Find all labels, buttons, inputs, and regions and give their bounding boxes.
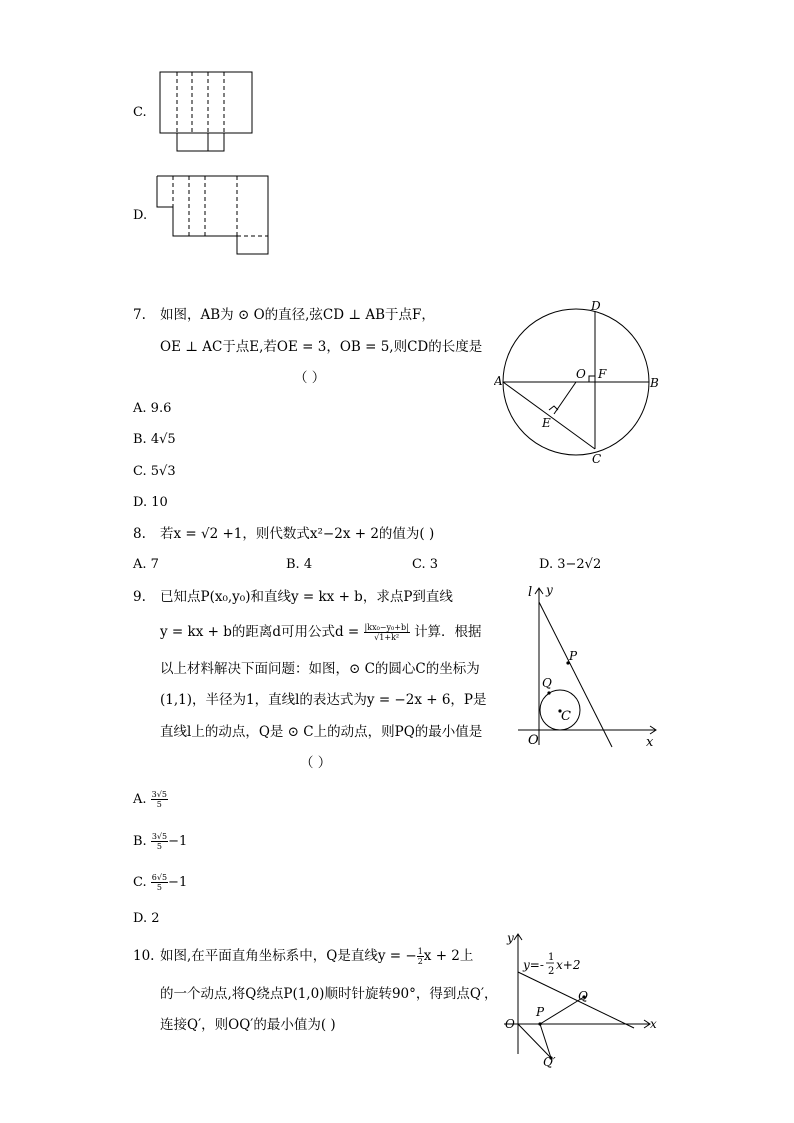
q10-label-x: x: [650, 1017, 657, 1031]
q9-answer-paren: （ ）: [300, 755, 332, 771]
q7-line1: 如图，AB为 ⊙ O的直径,弦CD ⊥ AB于点F，: [160, 307, 435, 323]
q9-line2: y = kx + b的距离d可用公式d = $\frac{\text{|kx₀−y₀+b|}}{\text{√1+k²}}$ 计算．根据: [160, 623, 482, 642]
q7-option-a[interactable]: A. 9.6: [133, 401, 172, 416]
q10-eq-den: 2: [548, 966, 555, 977]
q10-line2: 的一个动点,将Q绕点P(1,0)顺时针旋转90°，得到点Q′，: [160, 986, 498, 1002]
q9-label-p: P: [569, 649, 578, 663]
q10-label-q-prime: Q′: [543, 1055, 556, 1068]
q7-circle-figure: [494, 298, 664, 468]
q10-number: 10.: [133, 948, 155, 964]
q9-option-d[interactable]: D. 2: [133, 911, 160, 926]
q10-label-q: Q: [578, 989, 588, 1003]
q9-number: 9.: [133, 589, 146, 605]
q10-eq-num: 1: [548, 952, 555, 963]
q7-label-d: D: [591, 299, 601, 313]
q7-label-b: B: [650, 376, 659, 390]
q9-line5: 直线l上的动点，Q是 ⊙ C上的动点，则PQ的最小值是: [160, 724, 483, 740]
q7-label-e: E: [542, 416, 551, 430]
q9-label-x: x: [646, 735, 654, 750]
option-c-label: C.: [133, 105, 147, 120]
option-c-net-figure: [155, 70, 257, 154]
q9-label-l: l: [528, 585, 533, 600]
q9-label-c: C: [561, 709, 571, 724]
q7-number: 7.: [133, 307, 146, 323]
q7-option-b[interactable]: B. 4√5: [133, 432, 176, 447]
q10-eq-suffix: x+2: [556, 958, 581, 972]
option-d-label: D.: [133, 208, 148, 223]
q7-label-o: O: [576, 367, 586, 381]
q10-label-o: O: [505, 1017, 515, 1031]
q7-label-c: C: [592, 452, 602, 466]
q8-option-a[interactable]: A. 7: [133, 557, 159, 572]
q10-line1: 如图,在平面直角坐标系中，Q是直线y = − $\frac{1}{2}$ x + 2上: [160, 947, 474, 966]
q9-option-b[interactable]: B. $\frac{3√5}{5}$ −1: [133, 832, 188, 851]
q9-label-o: O: [528, 733, 539, 748]
q10-line3: 连接Q′，则OQ′的最小值为( ): [160, 1017, 336, 1033]
q7-line2: OE ⊥ AC于点E,若OE = 3，OB = 5,则CD的长度是: [160, 339, 483, 355]
q10-coordinate-figure: [498, 928, 664, 1068]
q10-label-y: y: [507, 931, 514, 945]
q7-answer-paren: （ ）: [294, 370, 326, 386]
q9-option-a[interactable]: A. $\frac{3√5}{5}$: [133, 790, 167, 809]
q9-option-c[interactable]: C. $\frac{6√5}{5}$ −1: [133, 873, 188, 892]
q7-option-c[interactable]: C. 5√3: [133, 464, 176, 479]
q8-option-d[interactable]: D. 3−2√2: [539, 557, 602, 572]
q9-line3: 以上材料解决下面问题：如图，⊙ C的圆心C的坐标为: [160, 661, 480, 677]
option-d-net-figure: [152, 173, 272, 257]
q7-label-a: A: [494, 374, 503, 388]
q8-stem: 若x = √2 +1，则代数式x²−2x + 2的值为( ): [160, 526, 435, 542]
q9-label-q: Q: [542, 676, 552, 690]
q8-option-c[interactable]: C. 3: [412, 557, 439, 572]
q7-option-d[interactable]: D. 10: [133, 495, 168, 510]
q8-number: 8.: [133, 526, 146, 542]
q9-line1: 已知点P(x₀,y₀)和直线y = kx + b，求点P到直线: [160, 589, 453, 605]
q10-eq-prefix: y=-: [523, 958, 544, 972]
q9-label-y: y: [546, 583, 553, 597]
q8-option-b[interactable]: B. 4: [286, 557, 313, 572]
q9-line4: (1,1)，半径为1，直线l的表达式为y = −2x + 6，P是: [160, 692, 487, 708]
q9-coordinate-figure: [508, 580, 668, 750]
q9-distance-formula: $\frac{\text{|kx₀−y₀+b|}}{\text{√1+k²}}$: [364, 623, 409, 642]
q10-label-p: P: [536, 1005, 545, 1019]
q7-label-f: F: [598, 367, 607, 381]
